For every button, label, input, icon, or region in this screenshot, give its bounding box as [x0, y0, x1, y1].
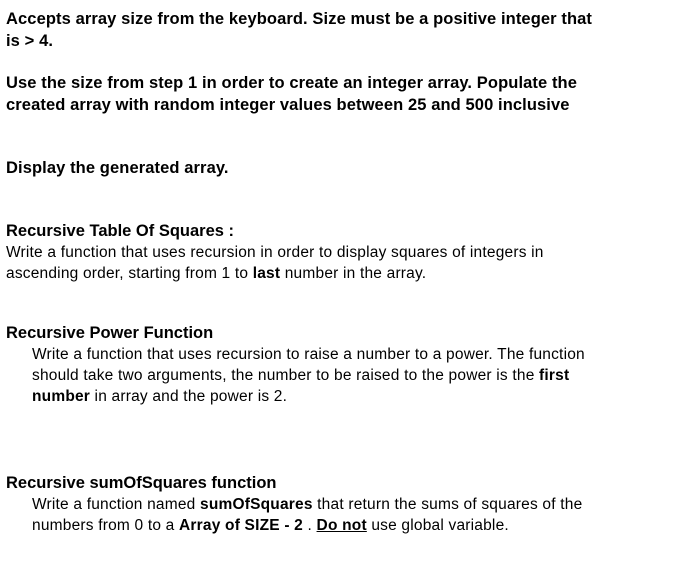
sumsq-line2-bold: Array of SIZE - 2	[179, 517, 304, 534]
sumsq-line2-post: use global variable.	[366, 517, 509, 534]
squares-line2-pre: ascending order, starting from 1 to	[6, 265, 253, 282]
step2-paragraph	[6, 72, 670, 116]
power-line1: Write a function that uses recursion to raise a number to a power. The function	[32, 346, 585, 363]
sumsq-section	[6, 473, 670, 536]
step2-line2: created array with random integer values between 25 and 500 inclusive	[6, 96, 570, 114]
power-line3	[6, 386, 670, 407]
power-line2	[6, 365, 670, 386]
step3-text: Display the generated array.	[6, 159, 229, 177]
sumsq-line1	[6, 494, 670, 515]
step2-line1: Use the size from step 1 in order to create an integer array. Populate the	[6, 74, 578, 92]
power-line3-bold: number	[32, 388, 91, 405]
squares-heading: Recursive Table Of Squares :	[6, 222, 235, 240]
step1-line1: Accepts array size from the keyboard. Size must be a positive integer that	[6, 10, 593, 28]
power-line2-bold: first	[539, 367, 570, 384]
sumsq-line2-pre: numbers from 0 to a	[32, 517, 180, 534]
sumsq-line1-post: that return the sums of squares of the	[312, 496, 583, 513]
sumsq-heading: Recursive sumOfSquares function	[6, 474, 277, 492]
squares-line2-post: number in the array.	[280, 265, 427, 282]
power-line3-post: in array and the power is 2.	[90, 388, 288, 405]
step1-paragraph	[6, 8, 670, 52]
sumsq-line1-bold: sumOfSquares	[200, 496, 313, 513]
sumsq-line2-bold-underline: Do not	[316, 517, 367, 534]
squares-line1: Write a function that uses recursion in order to display squares of integers in	[6, 244, 544, 261]
sumsq-line2-mid: .	[303, 517, 317, 534]
squares-line2	[6, 263, 670, 284]
sumsq-line1-pre: Write a function named	[32, 496, 201, 513]
step3-paragraph	[6, 157, 670, 179]
power-line2-pre: should take two arguments, the number to be raised to the power is the	[32, 367, 540, 384]
power-heading: Recursive Power Function	[6, 324, 214, 342]
squares-line2-bold: last	[252, 265, 281, 282]
power-section	[6, 323, 670, 407]
squares-section	[6, 221, 670, 284]
step1-line2: is > 4.	[6, 32, 54, 50]
sumsq-line2	[6, 515, 670, 536]
